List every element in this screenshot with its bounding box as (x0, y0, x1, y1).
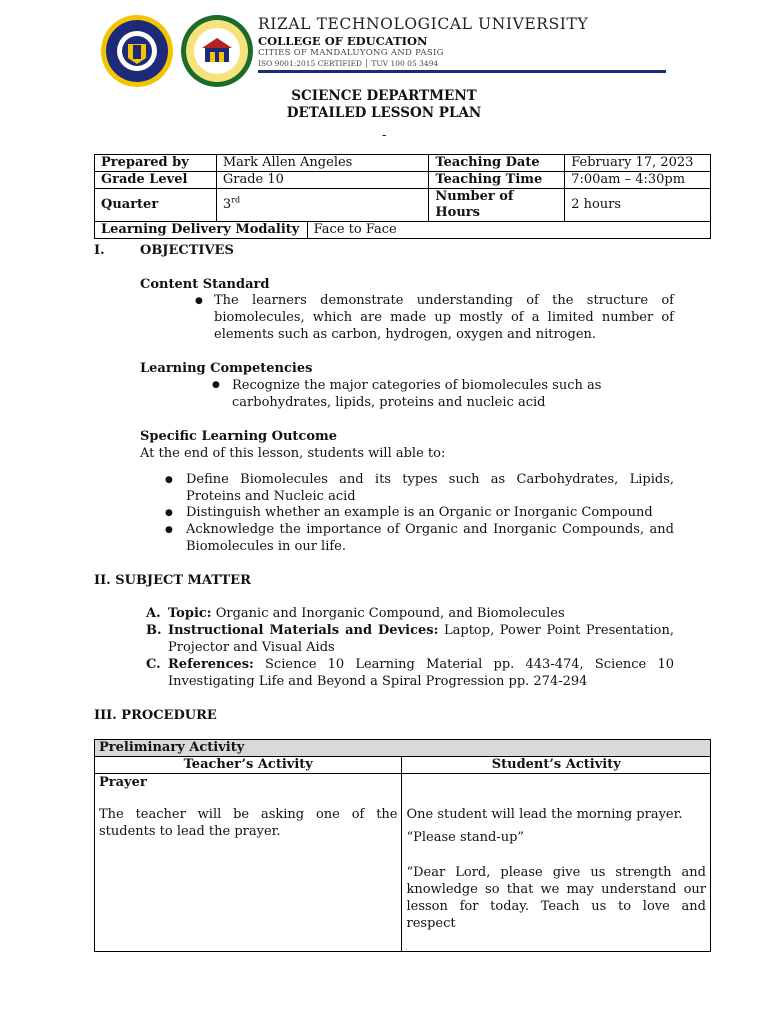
preliminary-activity-header: Preliminary Activity (95, 740, 711, 757)
teacher-activity-cell (95, 774, 402, 952)
topic-text: Organic and Inorganic Compound, and Biomolecules (211, 606, 565, 621)
references-label: References: (168, 657, 254, 672)
prepared-by-value: Mark Allen Angeles (216, 155, 429, 172)
references-text: Science 10 Learning Material pp. 443-474, Science 10 Investigating Life and Beyond a Spiral Progression pp. 274-294 (168, 657, 674, 689)
content-standard-label: Content Standard (140, 277, 270, 292)
table-row (95, 172, 711, 189)
quarter-suffix: rd (231, 195, 241, 205)
table-row (95, 757, 711, 774)
quarter-number: 3 (222, 197, 232, 212)
bullet-icon: ● (212, 380, 220, 390)
table-row (95, 740, 711, 757)
lesson-plan-title: DETAILED LESSON PLAN (286, 105, 482, 121)
teaching-date-label: Teaching Date (429, 155, 565, 172)
hours-label: Number of Hours (429, 189, 565, 222)
university-name: RIZAL TECHNOLOGICAL UNIVERSITY (258, 15, 589, 33)
teacher-activity-text: The teacher will be asking one of the students to lead the prayer. (99, 807, 398, 839)
topic-letter: A. (146, 606, 161, 621)
university-seal-logo (100, 14, 174, 88)
outcome-item: Define Biomolecules and its types such as Carbohydrates, Lipids, Proteins and Nucleic acid (186, 472, 674, 504)
modality-value: Face to Face (307, 222, 710, 239)
title-dash: - (382, 128, 387, 143)
teacher-activity-header: Teacher’s Activity (95, 757, 402, 774)
college-seal-logo (180, 14, 254, 88)
procedure-heading: III. PROCEDURE (94, 708, 217, 723)
table-row (95, 189, 711, 222)
grade-level-label: Grade Level (95, 172, 217, 189)
objectives-heading: OBJECTIVES (140, 243, 234, 258)
references-letter: C. (146, 657, 161, 672)
objectives-number: I. (94, 243, 105, 258)
cities-line: CITIES OF MANDALUYONG AND PASIG (258, 48, 444, 58)
student-activity-line: “Please stand-up” (406, 830, 525, 845)
college-name: COLLEGE OF EDUCATION (258, 34, 428, 48)
prayer-label: Prayer (99, 775, 147, 790)
bullet-icon: ● (165, 508, 173, 518)
quarter-label: Quarter (95, 189, 217, 222)
topic-item (168, 605, 674, 622)
prepared-by-label: Prepared by (95, 155, 217, 172)
topic-label: Topic: (168, 606, 212, 621)
teaching-date-value: February 17, 2023 (565, 155, 711, 172)
competency-text: Recognize the major categories of biomolecules such as carbohydrates, lipids, proteins and nucleic acid (232, 378, 602, 410)
iso-certification: ISO 9001:2015 CERTIFIED │ TUV 100 05 3494 (258, 59, 439, 68)
teaching-time-value: 7:00am – 4:30pm (565, 172, 711, 189)
materials-text: Laptop, Power Point Presentation, Projector and Visual Aids (168, 623, 674, 655)
student-activity-cell (402, 774, 711, 952)
table-row (95, 155, 711, 172)
quarter-value (216, 189, 429, 222)
bullet-icon: ● (165, 475, 173, 485)
student-activity-header: Student’s Activity (402, 757, 711, 774)
lesson-info-table (94, 154, 711, 239)
specific-outcome-label: Specific Learning Outcome (140, 429, 338, 444)
modality-label: Learning Delivery Modality (95, 222, 308, 239)
department-title: SCIENCE DEPARTMENT (291, 88, 477, 104)
student-activity-line: One student will lead the morning prayer. (406, 807, 683, 822)
materials-letter: B. (146, 623, 162, 638)
outcome-item: Distinguish whether an example is an Organic or Inorganic Compound (186, 505, 653, 520)
subject-matter-heading: II. SUBJECT MATTER (94, 573, 251, 588)
student-prayer-text: “Dear Lord, please give us strength and knowledge so that we may understand our lesson for today. Teach us to love and respect (406, 865, 706, 931)
learning-competencies-label: Learning Competencies (140, 361, 313, 376)
bullet-icon: ● (195, 296, 203, 306)
materials-item (168, 622, 674, 656)
table-row (95, 774, 711, 952)
table-row (95, 222, 711, 239)
hours-value: 2 hours (565, 189, 711, 222)
grade-level-value: Grade 10 (216, 172, 429, 189)
teaching-time-label: Teaching Time (429, 172, 565, 189)
procedure-table (94, 739, 711, 952)
outcome-item: Acknowledge the importance of Organic and Inorganic Compounds, and Biomolecules in our life. (186, 522, 674, 554)
header-divider (258, 70, 666, 73)
outcome-intro: At the end of this lesson, students will able to: (140, 446, 446, 461)
bullet-icon: ● (165, 525, 173, 535)
materials-label: Instructional Materials and Devices: (168, 623, 439, 638)
references-item (168, 656, 674, 690)
content-standard-text: The learners demonstrate understanding of the structure of biomolecules, which are made up mostly of a limited number of elements such as carbon, hydrogen, oxygen and nitrogen. (214, 293, 674, 342)
